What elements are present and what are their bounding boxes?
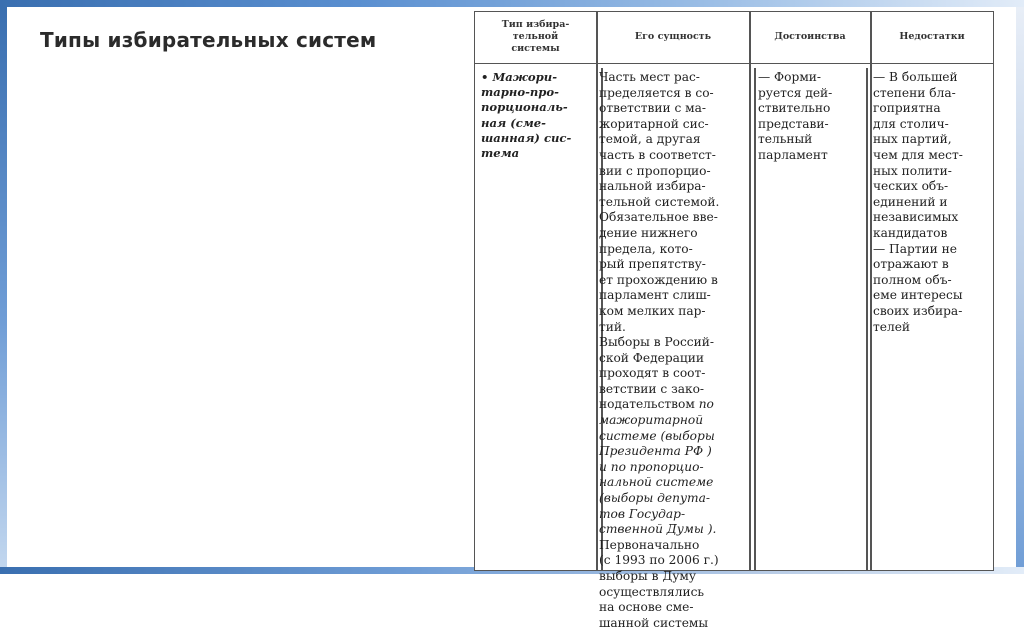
- cell-line: отражают в: [873, 257, 949, 272]
- cell-line: Обязательное вве-: [599, 210, 718, 225]
- cell-line: телей: [873, 319, 911, 334]
- column-divider: [870, 12, 872, 570]
- cell-line: независимых: [873, 210, 959, 225]
- cell-line: (с 1993 по 2006 г.): [599, 553, 719, 568]
- cell-line-italic: ственной Думы ).: [599, 522, 717, 537]
- cell-line: тарно-про-: [481, 85, 559, 100]
- header-type: [475, 12, 596, 62]
- cell-line: шанной системы: [599, 615, 709, 630]
- header-essence: Его сущность: [634, 31, 712, 42]
- slide-right-bar: [1016, 7, 1024, 574]
- cell-line: ветствии с зако-: [599, 381, 705, 396]
- cell-line: тельной системой.: [599, 194, 720, 209]
- cell-line: ческих объ-: [873, 179, 949, 194]
- cell-line: тема: [481, 146, 520, 161]
- cell-line: — Форми-: [758, 70, 822, 84]
- header-type-line: системы: [511, 43, 560, 54]
- cell-line: парламент слиш-: [599, 288, 711, 303]
- cell-line-italic: тов Государ-: [599, 506, 686, 521]
- cell-line: на основе сме-: [599, 600, 694, 615]
- cell-line: Часть мест рас-: [599, 70, 700, 84]
- cell-line-italic: (выборы депута-: [599, 491, 710, 506]
- cell-line: ных партий,: [873, 132, 952, 147]
- cell-line: степени бла-: [873, 85, 956, 100]
- cell-line: ской Федерации: [599, 350, 704, 365]
- cell-line-italic: по: [698, 397, 714, 412]
- cell-line: тий.: [599, 319, 626, 334]
- cell-line: нальной избира-: [599, 179, 706, 194]
- cell-line: ет прохождению в: [599, 272, 718, 287]
- cell-line: чем для мест-: [873, 147, 963, 162]
- cell-line: — В большей: [873, 70, 958, 84]
- cell-line: проходят в соот-: [599, 366, 706, 381]
- table-header-row: [475, 12, 993, 64]
- header-advantages: Достоинства: [774, 31, 846, 42]
- cell-line: дение нижнего: [599, 225, 698, 240]
- cell-line: Первоначально: [599, 537, 700, 552]
- cell-advantages: [758, 70, 868, 164]
- cell-line: своих избира-: [873, 303, 963, 318]
- cell-line: еме интересы: [873, 288, 963, 303]
- header-type-line: Тип избира-: [501, 19, 570, 30]
- cell-line: порциональ-: [481, 100, 568, 115]
- cell-line: выборы в Думу: [599, 569, 697, 583]
- cell-line: парламент: [758, 147, 828, 162]
- cell-line: вии с пропорцио-: [599, 163, 711, 178]
- cell-line: предела, кото-: [599, 241, 693, 256]
- cell-line: темой, а другая: [599, 132, 701, 147]
- cell-line-italic: Президента РФ ): [599, 444, 712, 459]
- header-type-line: тельной: [512, 31, 559, 42]
- cell-line: часть в соответст-: [599, 147, 716, 162]
- cell-line: ная (сме-: [481, 115, 546, 130]
- cell-line: ком мелких пар-: [599, 303, 706, 318]
- cell-line-italic: мажоритарной: [599, 413, 704, 428]
- cell-line: ответствии с ма-: [599, 101, 707, 116]
- cell-line: жоритарной сис-: [599, 116, 709, 131]
- cell-line-italic: системе (выборы: [599, 428, 715, 443]
- cell-line-text: нодательством: [599, 397, 699, 412]
- cell-line: • Мажори-: [481, 70, 558, 84]
- cell-line: шанная) сис-: [481, 130, 572, 145]
- cell-line: — Партии не: [873, 241, 957, 256]
- slide-top-bar: [0, 0, 1024, 7]
- cell-system-type: [481, 70, 599, 161]
- slide-left-bar: [0, 7, 7, 574]
- cell-line: единений и: [873, 194, 948, 209]
- cell-mixed-line: [599, 397, 751, 413]
- cell-line: полном объ-: [873, 272, 952, 287]
- cell-line: тельный: [758, 132, 813, 147]
- cell-line: представи-: [758, 116, 829, 131]
- cell-line: ствительно: [758, 101, 831, 116]
- cell-essence: [599, 70, 751, 631]
- electoral-systems-table: [474, 11, 994, 630]
- column-divider-inner: [754, 68, 756, 570]
- header-disadvantages: Недостатки: [899, 31, 965, 42]
- cell-line: кандидатов: [873, 225, 948, 240]
- cell-line-italic: и по пропорцио-: [599, 459, 704, 474]
- cell-line: для столич-: [873, 116, 949, 131]
- cell-line: ных полити-: [873, 163, 952, 178]
- cell-line: руется дей-: [758, 85, 833, 100]
- cell-line: рый препятству-: [599, 257, 706, 272]
- cell-line-italic: нальной системе: [599, 475, 714, 490]
- slide-title: Типы избирательных систем: [40, 28, 377, 52]
- cell-line: гоприятна: [873, 101, 941, 116]
- cell-line: осуществлялись: [599, 584, 705, 599]
- cell-disadvantages: [873, 70, 991, 335]
- cell-line: Выборы в Россий-: [599, 335, 714, 350]
- cell-line: пределяется в со-: [599, 85, 714, 100]
